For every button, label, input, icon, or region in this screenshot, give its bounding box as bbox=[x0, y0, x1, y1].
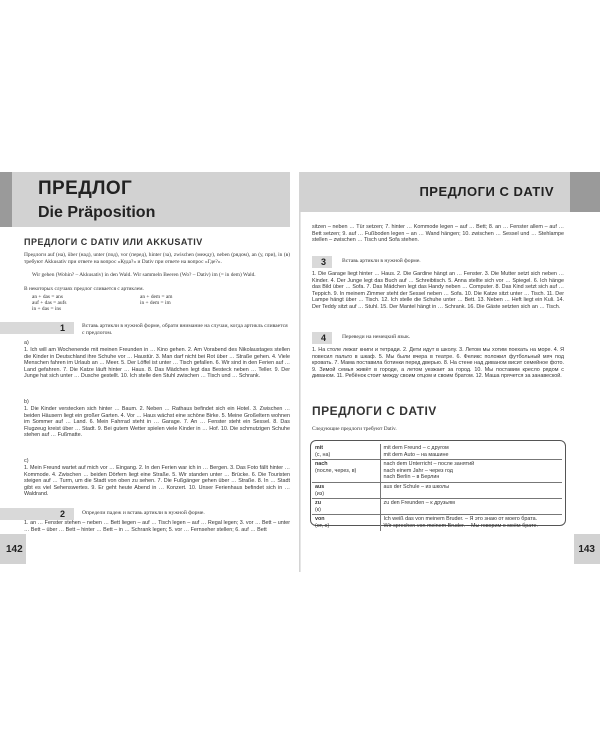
exercise-number: 1 bbox=[60, 323, 66, 333]
table-cell: aus der Schule – из школы bbox=[380, 482, 562, 498]
page-number: 142 bbox=[6, 544, 23, 555]
preposition: aus bbox=[315, 483, 325, 490]
table-cell bbox=[312, 482, 380, 498]
table-row bbox=[312, 482, 562, 498]
preposition: von bbox=[315, 516, 325, 523]
exercise-text: 1. Die Kinder verstecken sich hinter … Baum. 2. Neben … Rathaus befindet sich ein Hotel. 3. Zwischen … beiden Häusern liegt ein großer Garten. 4. Vor … Haus wächst eine schöne Birke. 5. Meine Großeltern wohnen im Sommer auf … Land. 6. Mein Fahrrad steht in … Garage. 7. An … Fenster steht ein Sessel. 8. Das Flugzeug kreist über … Stadt. 9. Bei gutem Wetter spielen viele Kinder in … Hof. 10. Die schmutzigen Schuhe stehen auf … Fußmatte. bbox=[24, 406, 290, 439]
chapter-tab bbox=[0, 172, 12, 227]
intro-text: Предлоги auf (на), über (над), unter (под), vor (перед), hinter (за), zwischen (между), neben (рядом), an (у, при), in (в) требуют Akkusativ при ответе на вопрос «Куда?» и Dativ при ответе на вопрос «Где?». bbox=[24, 252, 290, 265]
merge-rule: an + dem = am bbox=[140, 294, 173, 300]
book-spread bbox=[0, 172, 600, 572]
preposition-translation: (к) bbox=[315, 506, 321, 513]
section-title: ПРЕДЛОГИ С DATIV bbox=[312, 404, 437, 418]
preposition-translation: (от, о) bbox=[315, 522, 330, 529]
table-cell bbox=[312, 515, 380, 531]
table-cell bbox=[312, 444, 380, 460]
exercise-number: 2 bbox=[60, 509, 66, 519]
exercise-text: 1. На столе лежат книги и тетради. 2. Дети идут в школу. 3. Летом мы хотим поехать на море. 4. Я повесил пальто в шкаф. 5. Мы были вчера в театре. 6. Феликс положил футбольный мяч под кровать. 7. Мама поставила ботинки перед дверью. 8. На стене над диваном висит семейное фото. 9. Зимой семья живёт в городе, а летом уезжает за город. 10. Мы поставим кресло рядом с диваном. 11. Ребёнок стоит между своим отцом и своим братом. 12. Маша прячется за занавеской. bbox=[312, 347, 564, 380]
preposition-translation: (после, через, в) bbox=[315, 467, 357, 474]
preposition-translation: (с, на) bbox=[315, 451, 331, 458]
exercise-text: 1. an … Fenster stehen – neben … Bett liegen – auf … Tisch legen – auf … Regal legen; 3. vor … Bett – unter … Bett – über … Bett – hinter … Bett – in … Schrank legen; 5. vor … Fernseher stellen; 6. auf … Bett bbox=[24, 520, 290, 533]
page-number: 143 bbox=[578, 544, 595, 555]
chapter-title-de: Die Präposition bbox=[38, 204, 156, 221]
exercise-number: 3 bbox=[321, 257, 327, 267]
running-header: ПРЕДЛОГИ С DATIV bbox=[419, 184, 554, 199]
table-cell: Ich weiß das von meinem Bruder. – Я это знаю от моего брата. Wir sprechen von meinem Bruder. – Мы говорим о моём брате. bbox=[380, 515, 562, 531]
exercise-number: 4 bbox=[321, 333, 327, 343]
table-cell: mit dem Freund – с другом mit dem Auto – на машине bbox=[383, 445, 449, 458]
subexercise-label: b) bbox=[24, 399, 29, 405]
table-row bbox=[312, 499, 562, 515]
subexercise-label: c) bbox=[24, 458, 29, 464]
merge-rule: auf + das = aufs bbox=[32, 300, 67, 306]
section-title: ПРЕДЛОГИ С DATIV ИЛИ AKKUSATIV bbox=[24, 237, 203, 247]
exercise-instruction: Переведи на немецкий язык. bbox=[342, 334, 411, 340]
preposition-translation: (из) bbox=[315, 490, 325, 497]
merge-intro: В некоторых случаях предлог сливается с артиклем. bbox=[24, 286, 144, 292]
table-row bbox=[312, 444, 562, 460]
exercise-text: sitzen – neben … Tür setzen; 7. hinter … Kommode legen – auf … Bett; 8. an … Fenster allem – auf … Bett setzen; 9. auf … Fußboden legen – an … Wand hängen; 10. zwischen … Sessel und … Stehlampe stellen – zwischen … Tisch und Sofa stehen. bbox=[312, 224, 564, 244]
table-row bbox=[312, 460, 562, 483]
chapter-title-ru: ПРЕДЛОГ bbox=[38, 178, 133, 199]
exercise-instruction: Вставь артикли в нужной форме, обрати внимание на случаи, когда артикль сливается с предлогом. bbox=[82, 323, 288, 336]
left-page bbox=[0, 172, 300, 572]
intro-examples: Wir gehen (Wohin? – Akkusativ) in den Wald. Wir sammeln Beeren (Wo? – Dativ) im (= in dem) Wald. bbox=[32, 272, 256, 278]
table-row bbox=[312, 515, 562, 531]
exercise-text: 1. Die Garage liegt hinter … Haus. 2. Die Gardine hängt an … Fenster. 3. Die Mutter setzt sich neben … Kinder. 4. Der Junge legt das Buch auf … Schreibtisch. 5. Anna stellte sich vor … Spiegel. 6. Ich hänge das Bild über … Sofa. 7. Das Mädchen legt das Handy neben … Computer. 8. Das Kind setzt sich auf … Teppich. 9. In meinem Zimmer steht der Sessel neben … Sofa. 10. Die Katze sitzt unter … Tisch. 11. Der Lampe hängt über … Tisch. 12. Ich stelle die Schuhe unter … Bett. 13. Neben … Heft liegt ein Kuli. 14. Der Teddy sitzt auf … Stuhl. 15. Der Mantel hängt in … Schrank. 16. Die Gäste setzten sich an … Tisch. bbox=[312, 271, 564, 310]
table-cell: nach dem Unterricht – после занятий nach einem Jahr – через год nach Berlin – в Берлин bbox=[380, 460, 562, 483]
right-page bbox=[300, 172, 600, 572]
merge-rule: an + das = ans bbox=[32, 294, 63, 300]
table-intro: Следующие предлоги требуют Dativ. bbox=[312, 426, 397, 432]
exercise-text: 1. Ich will am Wochenende mit meinen Freunden in … Kino gehen. 2. Am Vorabend des Nikolaustages stellen die Kinder in Deutschland ihre Schuhe vor … Haustür. 3. Man darf nicht bei Rot über … Straße gehen. 4. Viele Menschen fahren im Urlaub an … Meer. 5. Der Löffel ist unter … Tisch gefallen. 6. Wir sind in den Ferien auf … Land gefahren. 7. Die Katze läuft hinter … Haus. 8. Das Mädchen legt das Besteck neben … Teller. 9. Der Junge hat sich unter … Dusche gestellt. 10. Ich stelle den Stuhl zwischen … Tisch und … Schrank. bbox=[24, 347, 290, 380]
table-cell bbox=[312, 499, 380, 515]
table-cell bbox=[312, 460, 380, 483]
preposition: mit bbox=[315, 445, 324, 451]
exercise-text: 1. Mein Freund wartet auf mich vor … Eingang. 2. In den Ferien war ich in … Bergen. 3. Das Foto fällt hinter … Kommode. 4. Zwischen … beiden Dörfern liegt eine Straße. 5. Wir standen unter … Brücke. 6. Die Touristen steigen auf … Turm, um die Stadt von oben zu sehen. 7. Die Fußgänger gehen über … Straße. 8. In … Stadt gibt es viel Sehenswertes. 9. Er geht heute Abend in … Konzert. 10. Unser Ferienhaus befindet sich in … Waldrand. bbox=[24, 465, 290, 498]
table-cell: zu den Freunden – к друзьям bbox=[380, 499, 562, 515]
merge-rule: in + das = ins bbox=[32, 306, 62, 312]
exercise-instruction: Вставь артикли в нужной форме. bbox=[342, 258, 421, 264]
merge-rule: in + dem = im bbox=[140, 300, 171, 306]
preposition: nach bbox=[315, 461, 328, 468]
exercise-instruction: Определи падеж и вставь артикли в нужной форме. bbox=[82, 510, 205, 516]
subexercise-label: a) bbox=[24, 340, 29, 346]
chapter-tab bbox=[570, 172, 600, 212]
preposition: zu bbox=[315, 500, 321, 507]
preposition-table bbox=[312, 444, 562, 531]
